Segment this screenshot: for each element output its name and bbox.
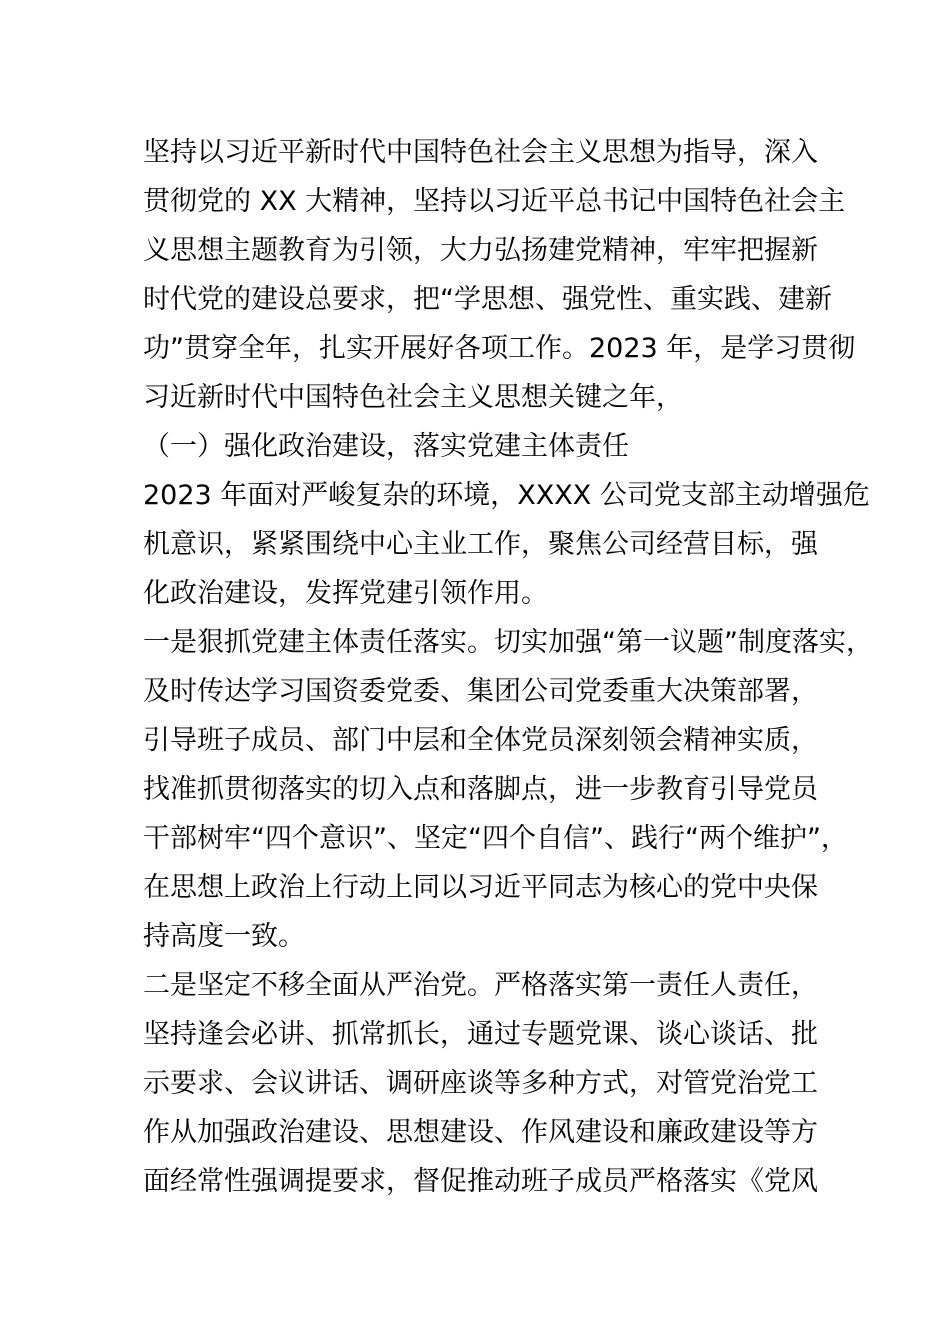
text-line: 机意识，紧紧围绕中心主业工作，聚焦公司经营目标，强: [143, 529, 818, 560]
section-heading: （一）强化政治建设，落实党建主体责任: [143, 431, 629, 462]
text-line: 2023 年面对严峻复杂的环境，XXXX 公司党支部主动增强危: [143, 480, 870, 511]
text-line: 干部树牢“四个意识”、坚定“四个自信”、践行“两个维护”，: [143, 823, 848, 854]
text-line: 作从加强政治建设、思想建设、作风建设和廉政建设等方: [143, 1117, 818, 1148]
text-line: 习近新时代中国特色社会主义思想关键之年，: [143, 382, 683, 413]
text-line: 二是坚定不移全面从严治党。严格落实第一责任人责任，: [143, 970, 818, 1001]
text-line: 坚持以习近平新时代中国特色社会主义思想为指导，深入: [143, 137, 818, 168]
text-line: 贯彻党的 XX 大精神，坚持以习近平总书记中国特色社会主: [143, 186, 846, 217]
text-line: 引导班子成员、部门中层和全体党员深刻领会精神实质，: [143, 725, 818, 756]
text-line: 在思想上政治上行动上同以习近平同志为核心的党中央保: [143, 872, 818, 903]
text-line: 坚持逢会必讲、抓常抓长，通过专题党课、谈心谈话、批: [143, 1019, 818, 1050]
document-body: [143, 128, 873, 1206]
text-line: 功”贯穿全年，扎实开展好各项工作。2023 年，是学习贯彻: [143, 333, 856, 364]
text-line: 示要求、会议讲话、调研座谈等多种方式，对管党治党工: [143, 1068, 818, 1099]
text-line: 时代党的建设总要求，把“学思想、强党性、重实践、建新: [143, 284, 832, 315]
text-line: 面经常性强调提要求，督促推动班子成员严格落实《党风: [143, 1166, 818, 1197]
text-line: 找准抓贯彻落实的切入点和落脚点，进一步教育引导党员: [143, 774, 818, 805]
text-line: 一是狠抓党建主体责任落实。切实加强“第一议题”制度落实，: [143, 627, 873, 658]
text-line: 义思想主题教育为引领，大力弘扬建党精神，牢牢把握新: [143, 235, 818, 266]
text-line: 化政治建设，发挥党建引领作用。: [143, 578, 548, 609]
text-line: 及时传达学习国资委党委、集团公司党委重大决策部署，: [143, 676, 818, 707]
text-line: 持高度一致。: [143, 921, 305, 952]
